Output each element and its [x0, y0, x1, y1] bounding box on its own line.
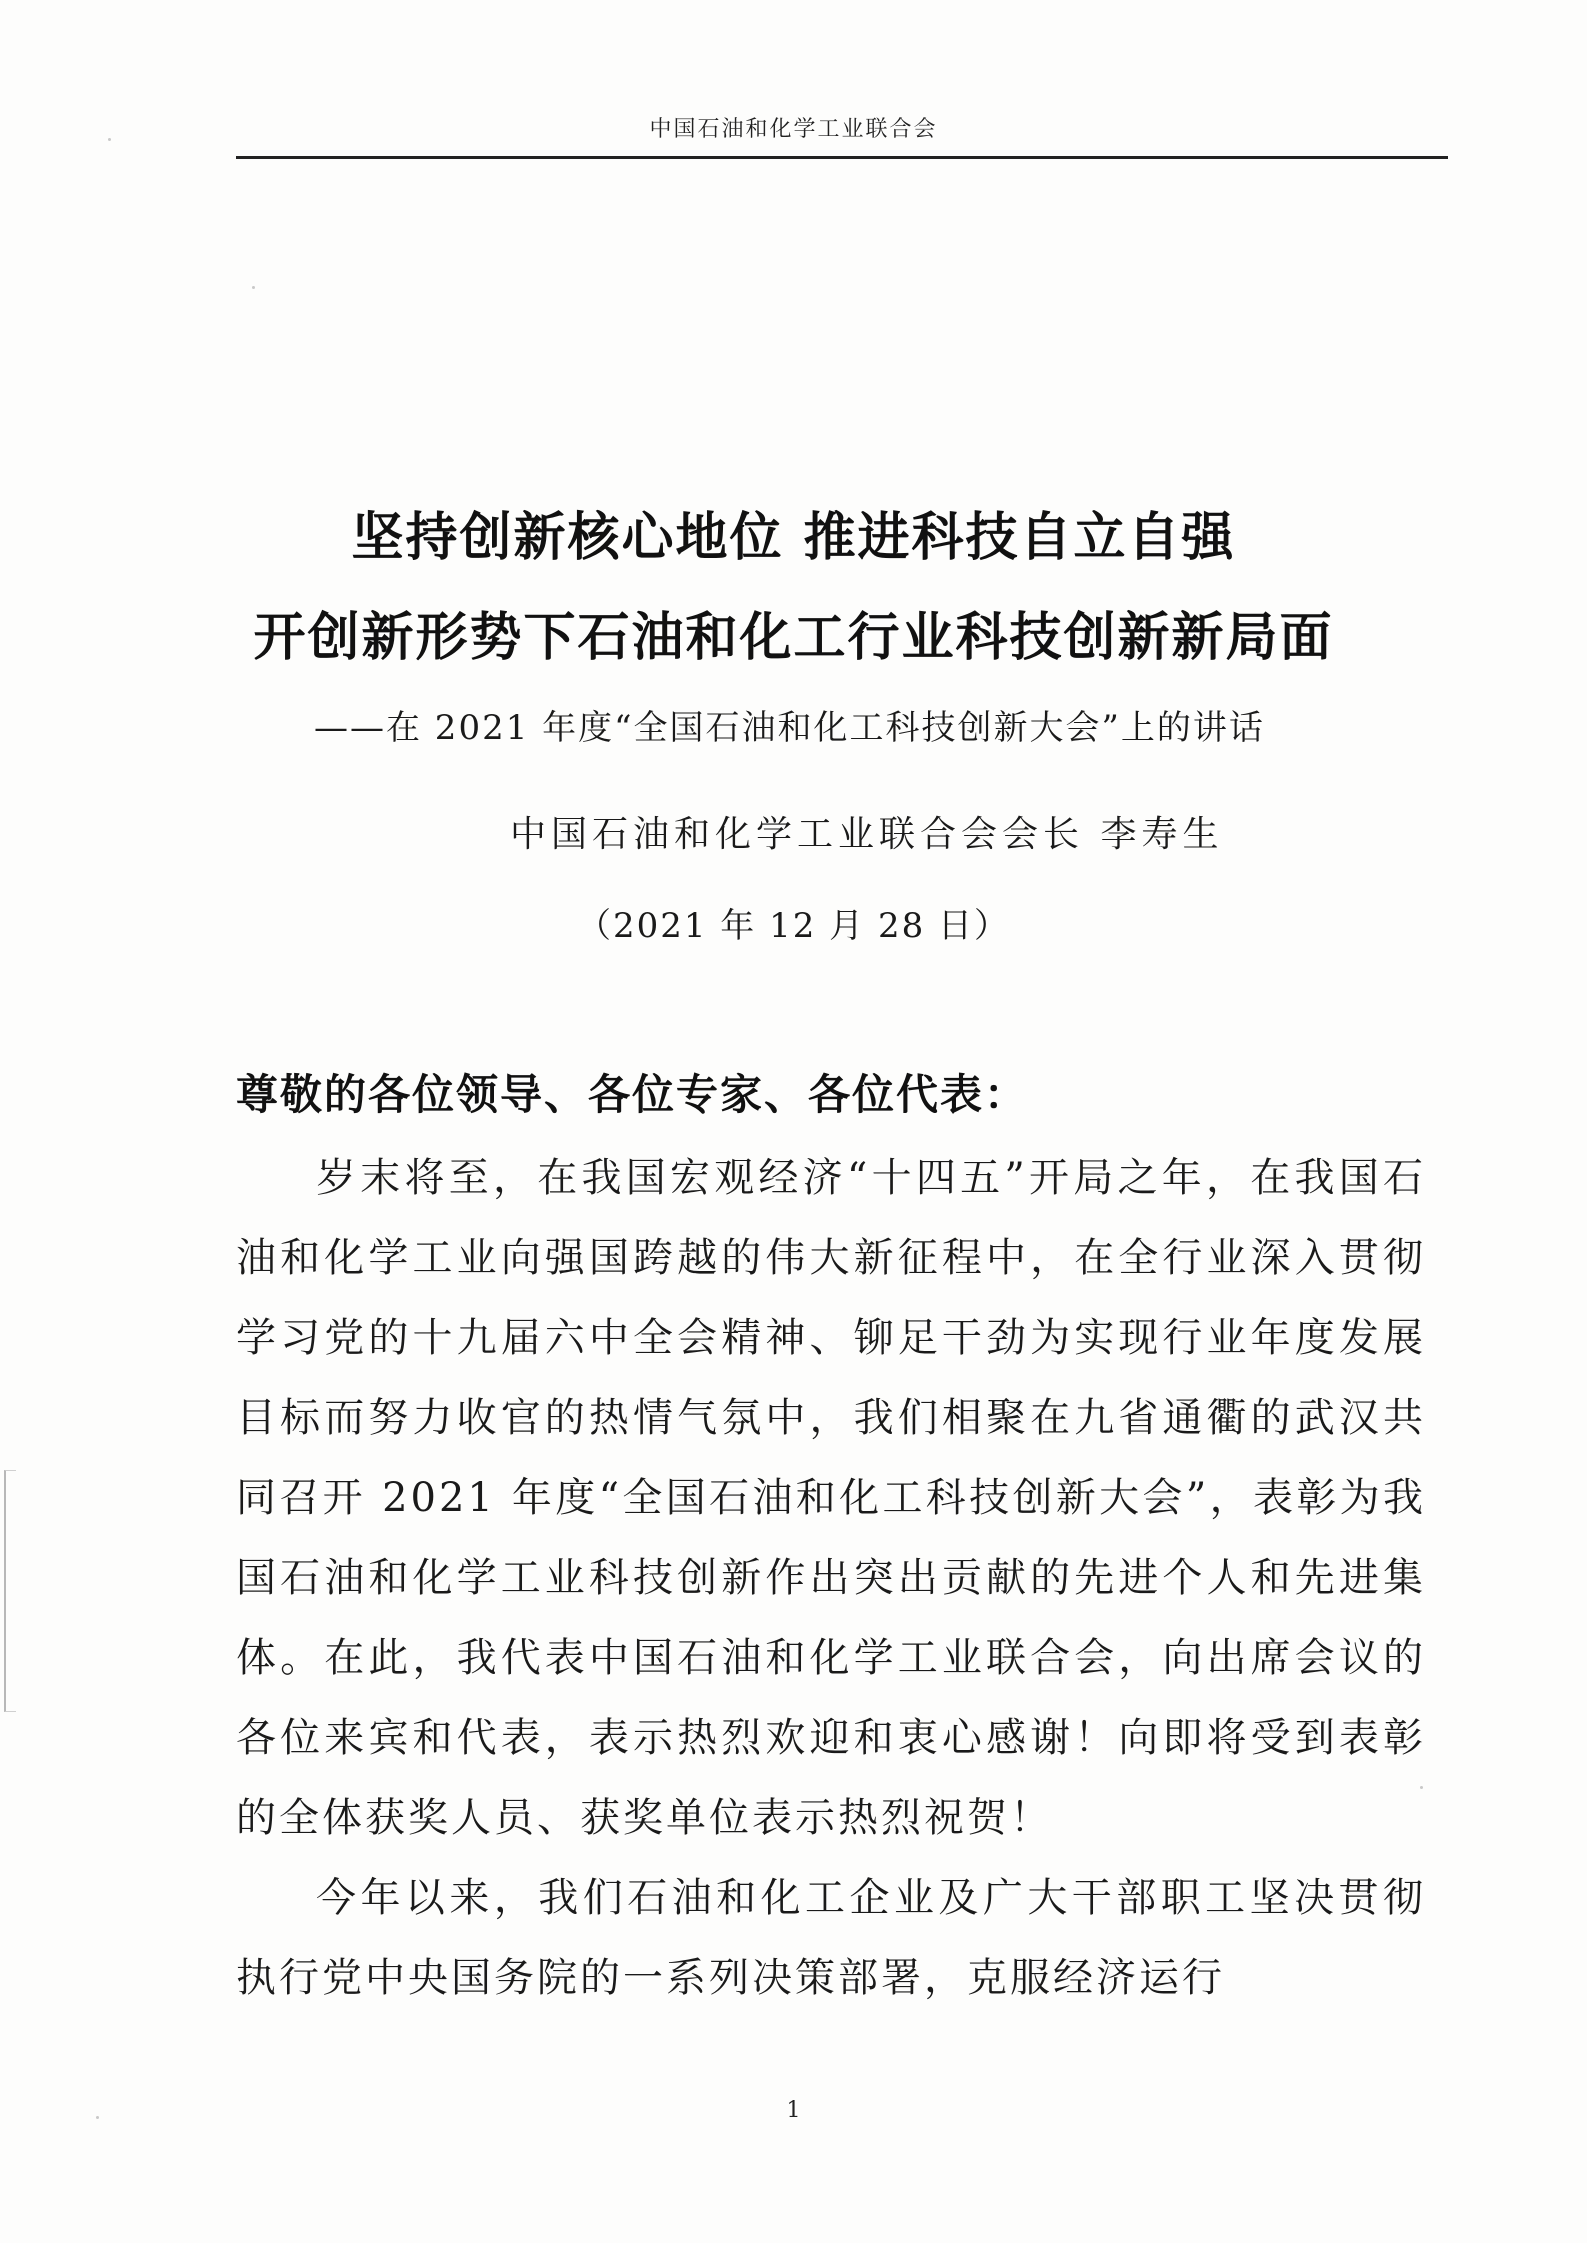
- salutation: 尊敬的各位领导、各位专家、各位代表：: [236, 1070, 1029, 1119]
- speech-date: （2021 年 12 月 28 日）: [576, 906, 1011, 946]
- title-block: [0, 488, 1587, 688]
- header-rule: [236, 156, 1448, 159]
- page-number: 1: [786, 2098, 801, 2123]
- title-line-1: 坚持创新核心地位 推进科技自立自强: [351, 508, 1236, 568]
- binding-edge-mark: [4, 1470, 16, 1712]
- scan-speck: [96, 2116, 99, 2119]
- paragraph: 岁末将至，在我国宏观经济“十四五”开局之年，在我国石油和化学工业向强国跨越的伟大新征程中，在全行业深入贯彻学习党的十九届六中全会精神、铆足干劲为实现行业年度发展目标而努力收官的热情气氛中，我们相聚在九省通衢的武汉共同召开 2021 年度“全国石油和化工科技创新大会”，表彰为我国石油和化学工业科技创新作出突出贡献的先进个人和先进集体。在此，我代表中国石油和化学工业联合会，向出席会议的各位来宾和代表，表示热烈欢迎和衷心感谢！向即将受到表彰的全体获奖人员、获奖单位表示热烈祝贺！: [236, 1155, 1426, 1841]
- scan-speck: [1420, 1786, 1423, 1789]
- subtitle: ——在 2021 年度“全国石油和化工科技创新大会”上的讲话: [314, 708, 1265, 748]
- body-text: [236, 1138, 1426, 2018]
- paragraph: 今年以来，我们石油和化工企业及广大干部职工坚决贯彻执行党中央国务院的一系列决策部署，克服经济运行: [236, 1875, 1426, 2001]
- running-header: 中国石油和化学工业联合会: [649, 117, 938, 142]
- scan-speck: [252, 286, 255, 289]
- title-line-2: 开创新形势下石油和化工行业科技创新新局面: [253, 608, 1334, 668]
- author-line: 中国石油和化学工业联合会会长 李寿生: [510, 814, 1224, 855]
- scan-speck: [108, 138, 111, 141]
